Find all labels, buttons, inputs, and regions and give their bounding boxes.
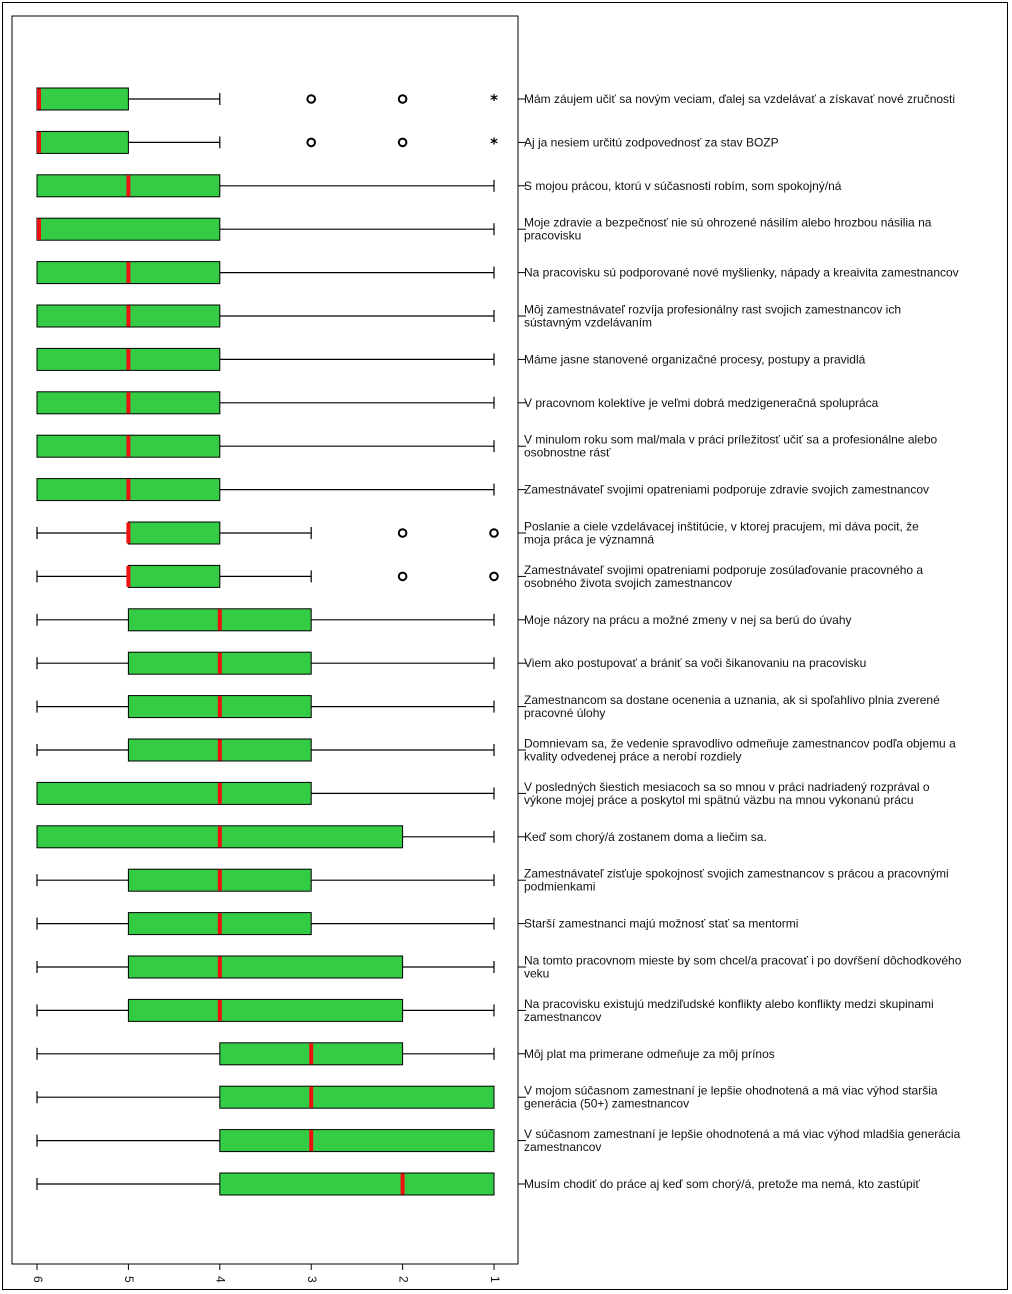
box bbox=[128, 565, 219, 587]
category-label: Na tomto pracovnom mieste by som chcel/a pracovať i po dovŕšení dôchodkového veku bbox=[524, 953, 962, 981]
box-row bbox=[37, 780, 930, 807]
box-row bbox=[37, 303, 901, 330]
box bbox=[37, 88, 128, 110]
category-label: Na pracovisku existujú medziľudské konflikty alebo konflikty medzi skupinami zamestnancov bbox=[524, 996, 934, 1024]
category-label: Moje zdravie a bezpečnosť nie sú ohrozené násilím alebo hrozbou násilia na pracovisku bbox=[524, 215, 932, 243]
median-line bbox=[218, 609, 222, 630]
outlier-point bbox=[399, 573, 407, 581]
category-label: Môj plat ma primerane odmeňuje za môj prínos bbox=[524, 1046, 775, 1061]
box-row bbox=[37, 520, 919, 547]
median-line bbox=[218, 826, 222, 847]
outlier-point bbox=[399, 139, 407, 147]
median-line bbox=[218, 870, 222, 891]
median-line bbox=[126, 566, 130, 587]
category-label: Zamestnávateľ svojimi opatreniami podporuje zosúlaďovanie pracovného a osobného života svojich zamestnancov bbox=[524, 562, 924, 590]
category-label: Aj ja nesiem určitú zodpovednosť za stav BOZP bbox=[524, 135, 779, 150]
category-label: Poslanie a ciele vzdelávacej inštitúcie, v ktorej pracujem, mi dáva pocit, že moja práca je významná bbox=[524, 519, 919, 547]
box-rows bbox=[37, 88, 962, 1195]
box-row bbox=[37, 479, 929, 501]
median-line bbox=[126, 436, 130, 457]
median-line bbox=[309, 1043, 313, 1064]
category-label: Máme jasne stanovené organizačné procesy, postupy a pravidlá bbox=[524, 352, 866, 367]
category-label: Zamestnancom sa dostane ocenenia a uznania, ak si spoľahlivo plnia zverené pracovné úlohy bbox=[524, 693, 940, 721]
median-line bbox=[218, 783, 222, 804]
category-label: V mojom súčasnom zamestnaní je lepšie ohodnotená a má viac výhod staršia generácia (50+) zamestnancov bbox=[524, 1083, 938, 1111]
median-line bbox=[126, 262, 130, 283]
box bbox=[220, 1173, 494, 1195]
outlier-point bbox=[490, 573, 498, 581]
median-line bbox=[218, 913, 222, 934]
box-row bbox=[37, 131, 779, 153]
box-row bbox=[37, 954, 962, 981]
median-line bbox=[37, 89, 41, 110]
x-tick-label: 5 bbox=[122, 1276, 137, 1283]
category-label: Mám záujem učiť sa novým veciam, ďalej sa vzdelávať a získavať nové zručnosti bbox=[524, 92, 956, 106]
box-row bbox=[37, 262, 959, 284]
box-row bbox=[37, 1043, 775, 1065]
outlier-point bbox=[399, 529, 407, 537]
x-tick-label: 6 bbox=[30, 1276, 45, 1283]
median-line bbox=[218, 696, 222, 717]
box-row bbox=[37, 392, 879, 414]
x-tick-label: 3 bbox=[305, 1276, 320, 1283]
box-row bbox=[37, 1127, 961, 1154]
median-line bbox=[218, 653, 222, 674]
median-line bbox=[126, 349, 130, 370]
extreme-point: * bbox=[490, 134, 498, 153]
box-row bbox=[37, 737, 956, 764]
median-line bbox=[218, 1000, 222, 1021]
category-label: Moje názory na prácu a možné zmeny v nej sa berú do úvahy bbox=[524, 612, 852, 627]
median-line bbox=[309, 1087, 313, 1108]
category-label: Viem ako postupovať a brániť sa voči šikanovaniu na pracovisku bbox=[524, 656, 867, 671]
extreme-point: * bbox=[490, 91, 498, 109]
box-row bbox=[37, 88, 955, 110]
category-label: Zamestnávateľ zisťuje spokojnosť svojich zamestnancov s prácou a pracovnými podmienkami bbox=[524, 866, 949, 894]
category-label: V súčasnom zamestnaní je lepšie ohodnotená a má viac výhod mladšia generácia zamestnancov bbox=[524, 1127, 961, 1155]
outlier-point bbox=[307, 139, 315, 147]
box-row bbox=[37, 1084, 938, 1111]
x-axis bbox=[31, 1264, 502, 1283]
box-row bbox=[37, 867, 949, 894]
box-row bbox=[37, 913, 798, 935]
category-label: V posledných šiestich mesiacoch sa so mnou v práci nadriadený rozprával o výkone mojej práce a poskytol mi spätnú väzbu na mnou vykonanú prácu bbox=[524, 779, 930, 807]
box-row bbox=[37, 826, 767, 848]
outlier-point bbox=[490, 529, 498, 537]
box-row bbox=[37, 609, 852, 631]
category-label: Starší zamestnanci majú možnosť stať sa mentormi bbox=[524, 916, 799, 931]
category-label: V minulom roku som mal/mala v práci príležitosť učiť sa a profesionálne alebo osobnostne rásť bbox=[524, 432, 938, 460]
box bbox=[37, 218, 220, 240]
category-label: Domnievam sa, že vedenie spravodlivo odmeňuje zamestnancov podľa objemu a kvality odvedenej práce a nerobí rozdiely bbox=[524, 736, 956, 764]
median-line bbox=[401, 1174, 405, 1195]
category-label: Na pracovisku sú podporované nové myšlienky, nápady a kreaivita zamestnancov bbox=[524, 265, 959, 280]
median-line bbox=[126, 479, 130, 500]
median-line bbox=[126, 523, 130, 544]
median-line bbox=[37, 219, 41, 240]
x-tick-label: 1 bbox=[487, 1276, 502, 1283]
box bbox=[37, 131, 128, 153]
box-row bbox=[37, 1173, 920, 1195]
box-row bbox=[37, 433, 938, 460]
category-label: Keď som chorý/á zostanem doma a liečim sa. bbox=[524, 829, 767, 844]
median-line bbox=[126, 306, 130, 327]
plot-frame bbox=[12, 16, 518, 1264]
x-tick-label: 4 bbox=[213, 1276, 228, 1283]
median-line bbox=[37, 132, 41, 153]
box-row bbox=[37, 693, 940, 720]
box-row bbox=[37, 216, 932, 243]
box bbox=[220, 1086, 494, 1108]
box-row bbox=[37, 175, 842, 197]
box-row bbox=[37, 997, 934, 1024]
box-row bbox=[37, 348, 866, 370]
category-label: Musím chodiť do práce aj keď som chorý/á, pretože ma nemá, kto zastúpiť bbox=[524, 1177, 920, 1191]
box bbox=[128, 956, 402, 978]
category-label: V pracovnom kolektíve je veľmi dobrá medzigeneračná spolupráca bbox=[524, 395, 879, 410]
median-line bbox=[126, 392, 130, 413]
median-line bbox=[126, 175, 130, 196]
median-line bbox=[218, 740, 222, 761]
box-row bbox=[37, 652, 866, 674]
x-tick-label: 2 bbox=[396, 1276, 411, 1283]
box bbox=[37, 782, 311, 804]
box bbox=[128, 522, 219, 544]
category-label: Môj zamestnávateľ rozvíja profesionálny rast svojich zamestnancov ich sústavným vzdelávaním bbox=[524, 302, 901, 330]
median-line bbox=[309, 1130, 313, 1151]
category-label: S mojou prácou, ktorú v súčasnosti robím, som spokojný/ná bbox=[524, 178, 842, 193]
outlier-point bbox=[399, 95, 407, 103]
category-label: Zamestnávateľ svojimi opatreniami podporuje zdravie svojich zamestnancov bbox=[524, 482, 930, 497]
box bbox=[128, 999, 402, 1021]
median-line bbox=[218, 957, 222, 978]
outlier-point bbox=[307, 95, 315, 103]
box bbox=[220, 1130, 494, 1152]
box-row bbox=[37, 563, 923, 590]
